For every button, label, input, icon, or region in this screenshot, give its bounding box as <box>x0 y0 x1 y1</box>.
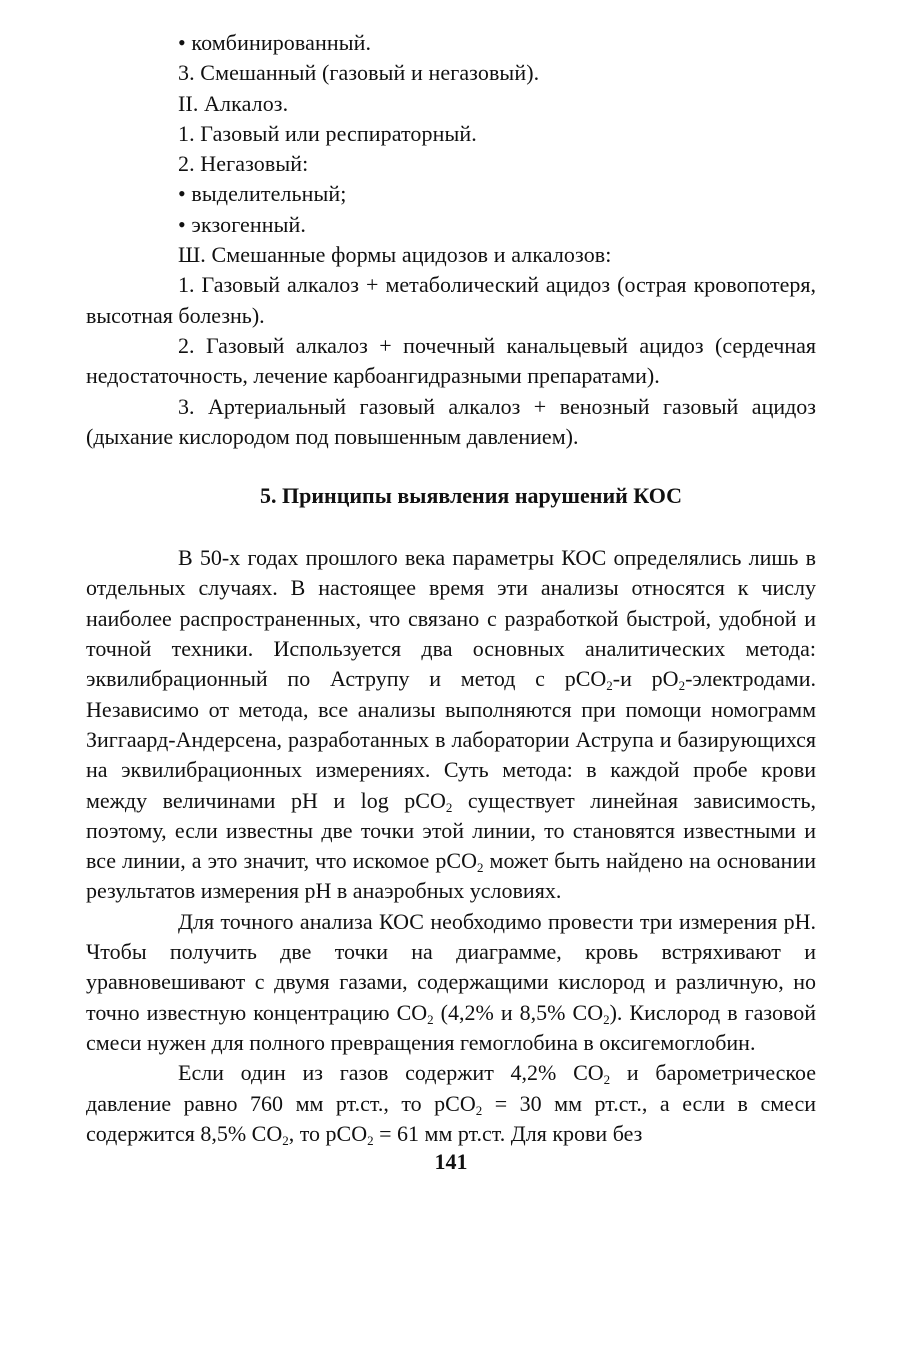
list-item: 1. Газовый или респираторный. <box>178 120 477 146</box>
page-number: 141 <box>434 1149 468 1175</box>
mixed-form-item: 3. Артериальный газовый алкалоз + венозный газовый ацидоз (дыхание кислородом под повышенным давлением). <box>86 393 816 449</box>
list-item: Ш. Смешанные формы ацидозов и алкалозов: <box>178 242 612 268</box>
mixed-form-item: 2. Газовый алкалоз + почечный канальцевый ацидоз (сердечная недостаточность, лечение карбоангидразными препаратами). <box>86 332 816 389</box>
list-item: • экзогенный. <box>178 211 307 237</box>
list-item: 3. Смешанный (газовый и негазовый). <box>178 60 540 86</box>
section-heading: 5. Принципы выявления нарушений КОС <box>260 483 682 509</box>
book-page <box>86 28 816 1328</box>
list-item: 2. Негазовый: <box>178 151 309 177</box>
paragraph-methods: В 50-х годах прошлого века параметры КОС определялись лишь в отдельных случаях. В настоящее время эти анализы относятся к числу наиболее распространенных, что связано с разработкой быстрой, удобной и точной техники. Используется два основных аналитических метода: эквилибрационный по Аструпу и метод с pCO$_2$-и $pO_2$-электродами. Независимо от метода, все анализы выполняются при помощи номограмм Зиггаард-Андерсена, разработанных в лаборатории Аструпа и базирующихся на эквилибрационных измерениях. Суть метода: в каждой пробе крови между величинами pH и log pCO$_2$ существует линейная зависимость, поэтому, если известны две точки этой линии, то становятся известными и все линии, а это значит, что искомое pCO$_2$ может быть найдено на основании результатов измерения pH в анаэробных условиях. <box>86 545 817 904</box>
list-item: • выделительный; <box>178 181 347 207</box>
paragraph-measurements: Для точного анализа КОС необходимо провести три измерения pH. Чтобы получить две точки на диаграмме, кровь встряхивают и уравновешивают с двумя газами, содержащими кислород и различную, но точно известную концентрацию $CO_2$ (4,2% и 8,5% $CO_2$). Кислород в газовой смеси нужен для полного превращения гемоглобина в оксигемоглобин. <box>86 908 816 1055</box>
list-item: II. Алкалоз. <box>178 90 289 116</box>
mixed-form-item: 1. Газовый алкалоз + метаболический ацидоз (острая кровопотеря, высотная болезнь). <box>86 272 816 328</box>
list-item: • комбинированный. <box>178 30 372 55</box>
paragraph-gas-pressure: Если один из газов содержит 4,2% $CO_2$ и барометрическое давление равно 760 мм рт.ст., то pCO$_2$ = 30 мм рт.ст., а если в смеси содержится 8,5% $CO_2$, то pCO$_2$ = 61 мм рт.ст. Для крови без <box>86 1060 816 1148</box>
